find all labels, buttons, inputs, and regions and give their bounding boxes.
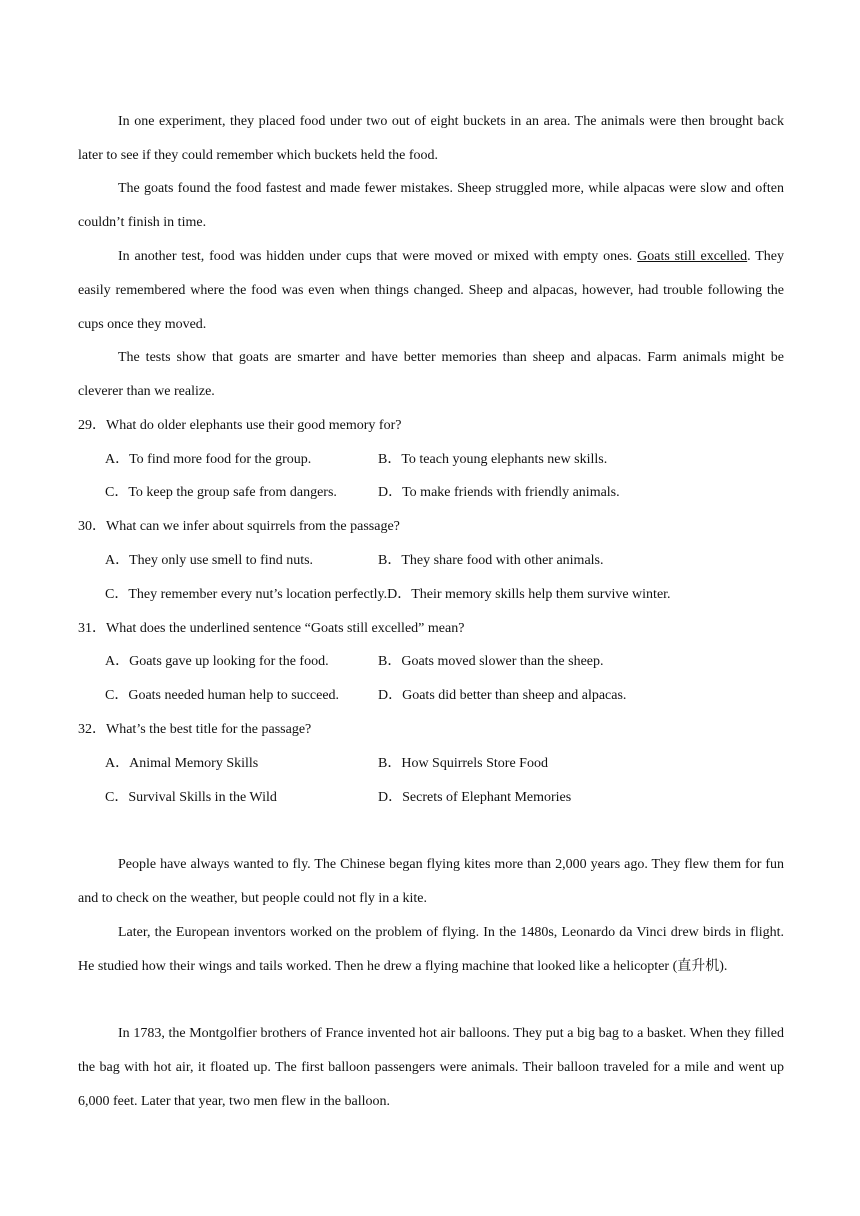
question-30-option-a: A．They only use smell to find nuts. [105,553,314,568]
question-32-option-a: A．Animal Memory Skills [105,756,259,771]
passage1-paragraph-3 [78,240,784,342]
question-30-option-b: B．They share food with other animals. [378,553,604,568]
passage1-paragraph-1: In one experiment, they placed food under two out of eight buckets in an area. The animals were then brought back later to see if they could remember which buckets held the food. [78,114,784,163]
underlined-sentence: Goats still excelled [637,249,748,264]
paragraph-3-text-after: . They easily remembered where the food was even when things changed. Sheep and alpacas, however, had trouble following the cups once they moved. [78,249,785,332]
question-31-option-a: A．Goats gave up looking for the food. [105,654,329,669]
question-31-option-c: C．Goats needed human help to succeed. [105,688,340,703]
question-32-option-c: C．Survival Skills in the Wild [105,790,277,805]
question-29-stem: 29．What do older elephants use their good memory for? [78,418,402,433]
question-32-option-b: B．How Squirrels Store Food [378,756,548,771]
question-31-stem: 31．What does the underlined sentence “Goats still excelled” mean? [78,621,465,636]
question-29-option-b: B．To teach young elephants new skills. [378,452,608,467]
passage2-paragraph-1: People have always wanted to fly. The Chinese began flying kites more than 2,000 years ago. They flew them for fun and to check on the weather, but people could not fly in a kite. [78,857,784,906]
question-31-option-b: B．Goats moved slower than the sheep. [378,654,604,669]
question-30-options-c-d: C．They remember every nut’s location perfectly.D．Their memory skills help them survive winter. [105,587,671,602]
question-32-option-d: D．Secrets of Elephant Memories [378,790,572,805]
paragraph-3-text-before: In another test, food was hidden under cups that were moved or mixed with empty ones. [118,249,638,264]
question-31-option-d: D．Goats did better than sheep and alpacas. [378,688,627,703]
passage1-paragraph-2: The goats found the food fastest and made fewer mistakes. Sheep struggled more, while alpacas were slow and often couldn’t finish in time. [78,181,784,230]
question-29-option-a: A．To find more food for the group. [105,452,312,467]
passage2-paragraph-2: Later, the European inventors worked on the problem of flying. In the 1480s, Leonardo da Vinci drew birds in flight. He studied how their wings and tails worked. Then he drew a flying machine that looked like a helicopter (直升机). [78,925,784,974]
question-29-option-c: C．To keep the group safe from dangers. [105,485,337,500]
question-32-stem: 32．What’s the best title for the passage? [78,722,312,737]
question-30-stem: 30．What can we infer about squirrels from the passage? [78,519,400,534]
question-29-option-d: D．To make friends with friendly animals. [378,485,620,500]
passage1-paragraph-4: The tests show that goats are smarter and have better memories than sheep and alpacas. Farm animals might be cleverer than we realize. [78,350,784,399]
passage2-paragraph-3: In 1783, the Montgolfier brothers of France invented hot air balloons. They put a big bag to a basket. When they filled the bag with hot air, it floated up. The first balloon passengers were animals. Their balloon traveled for a mile and went up 6,000 feet. Later that year, two men flew in the balloon. [78,1026,784,1109]
